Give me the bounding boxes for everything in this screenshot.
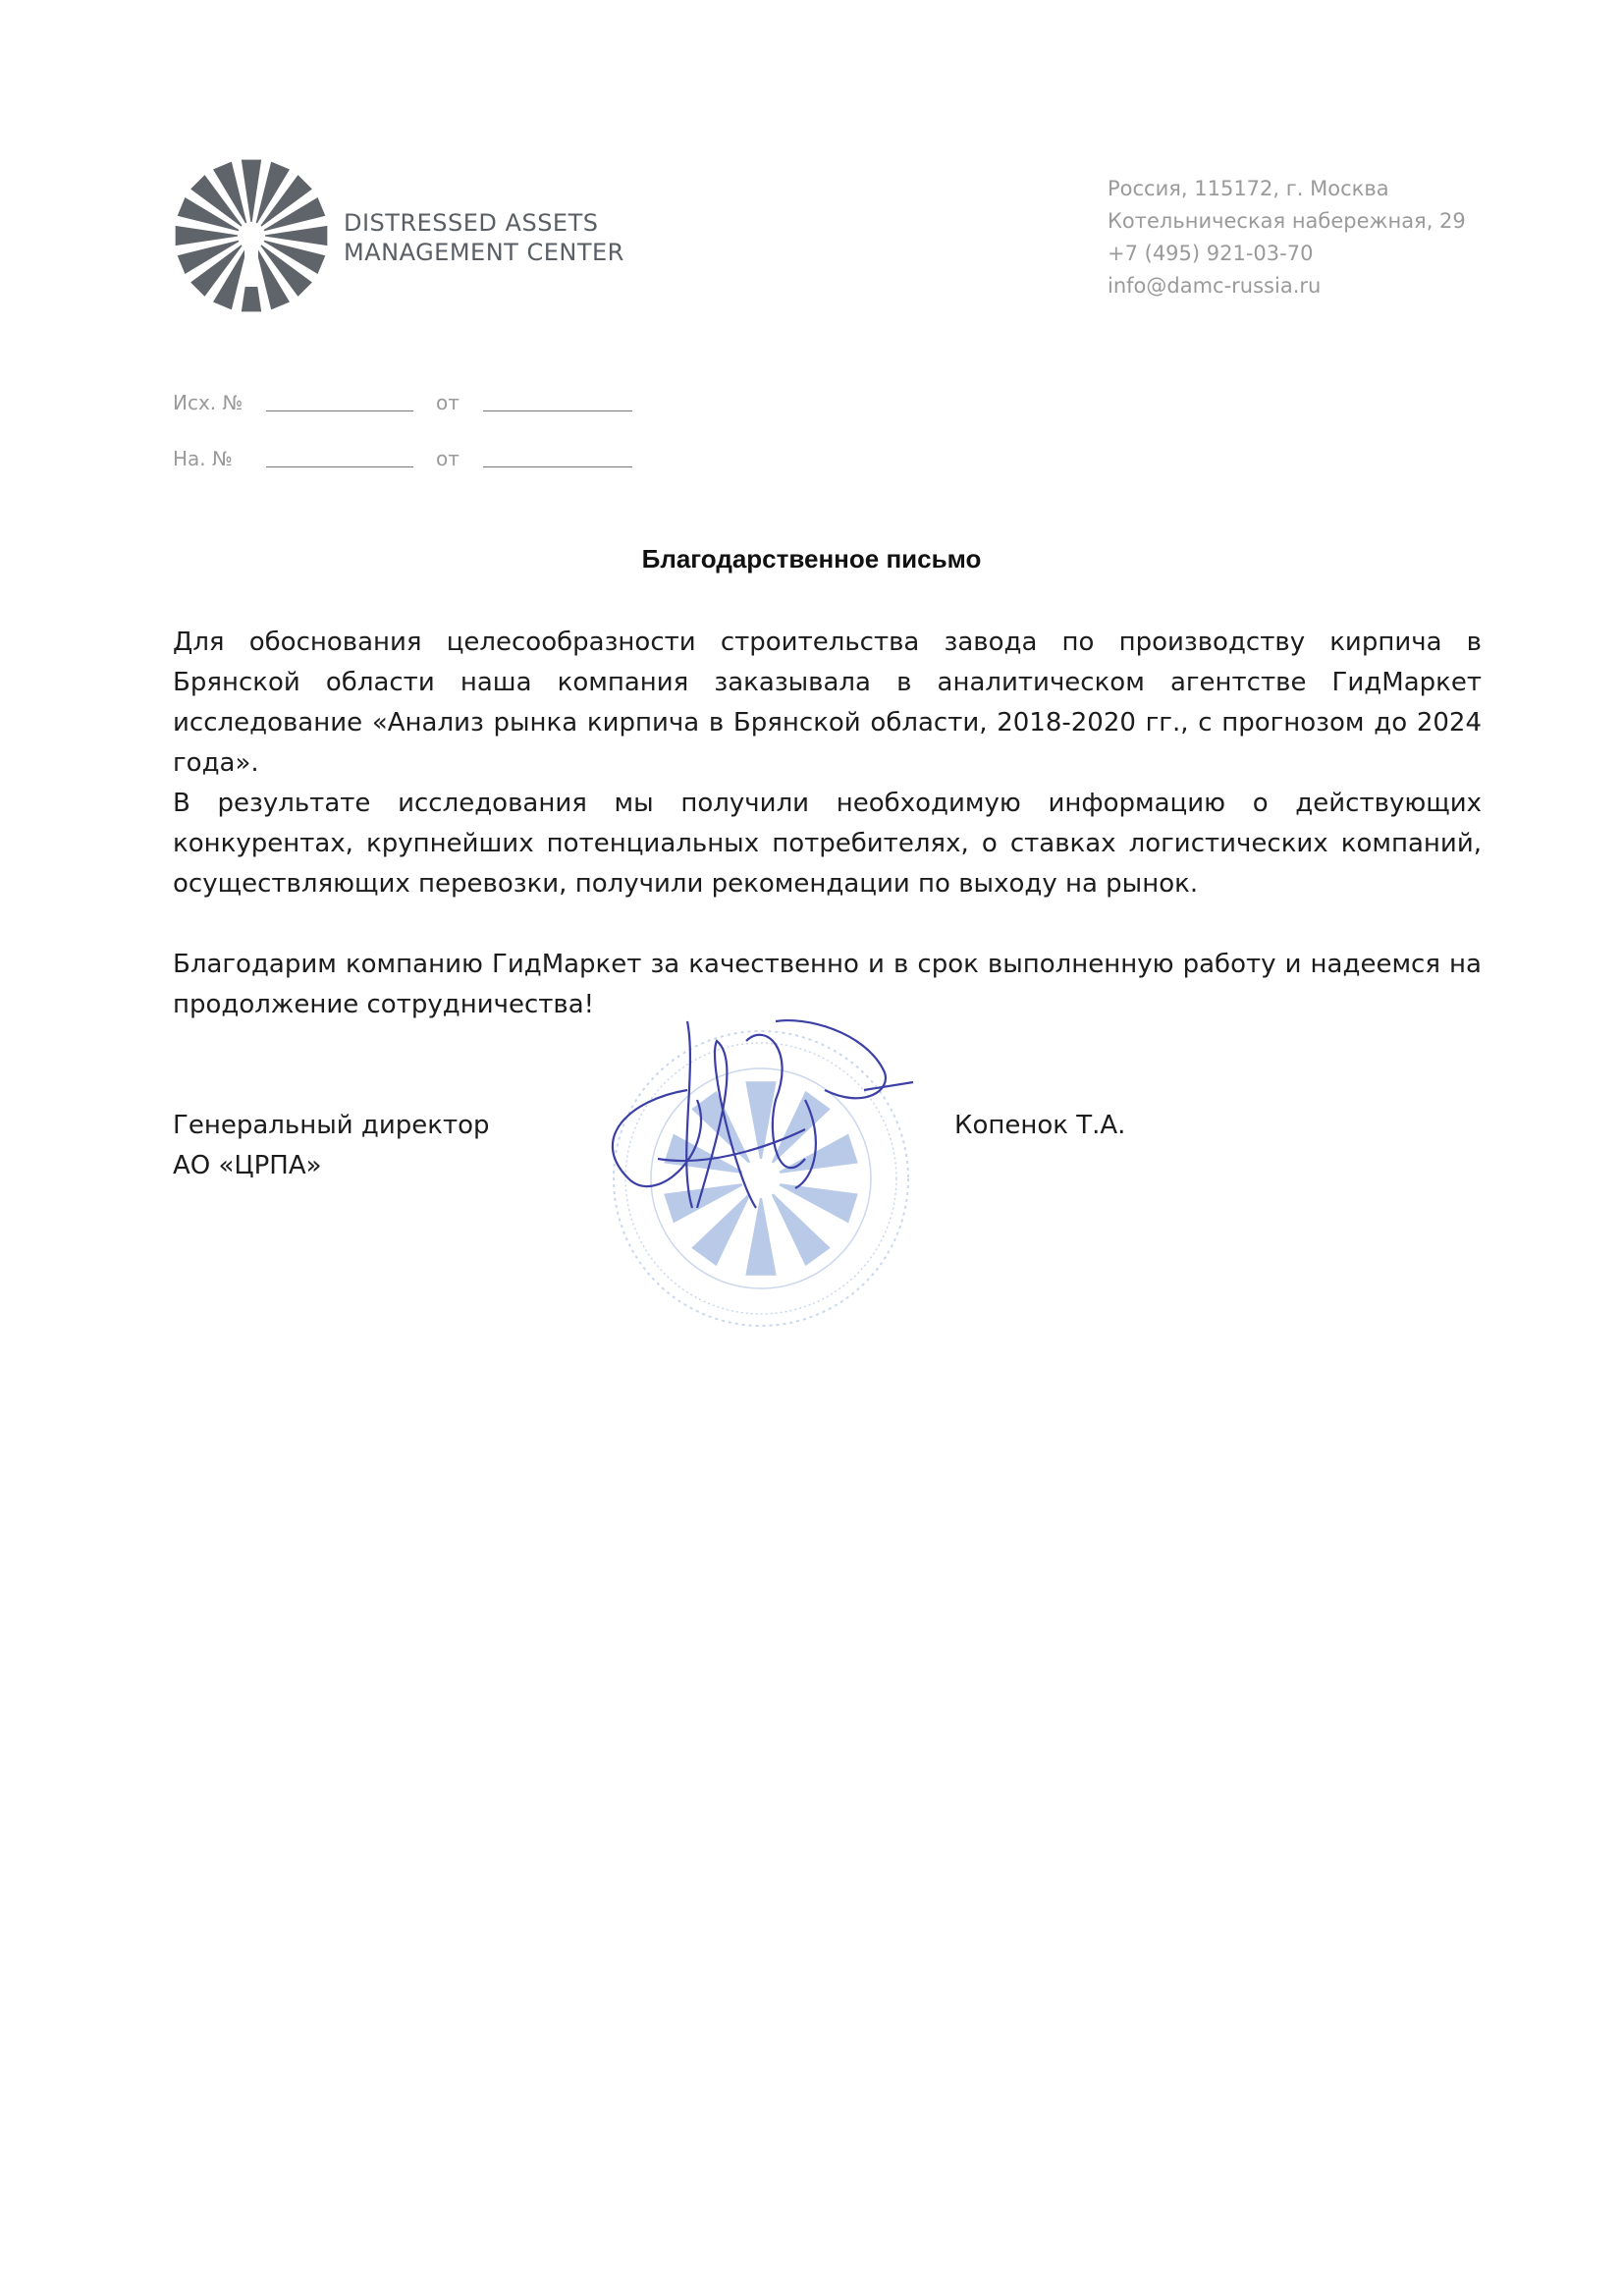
outgoing-number-label: Исх. № <box>173 391 243 414</box>
company-name-line2: MANAGEMENT CENTER <box>344 239 624 266</box>
contact-block <box>1108 173 1466 302</box>
company-name <box>344 208 624 267</box>
paragraph-2-text: В результате исследования мы получили необходимую информацию о действующих конкурентах, крупнейших потенциальных потребителях, о ставках логистических компаний, осуществляющих перевозки, получили рекомендации по выходу на рынок. <box>173 789 1482 899</box>
paragraph-3-text: Благодарим компанию ГидМаркет за качественно и в срок выполненную работу и надеемся на продолжение сотрудничества! <box>173 950 1482 1019</box>
outgoing-number-field <box>266 410 413 411</box>
incoming-date-label: от <box>436 447 460 470</box>
incoming-number-field <box>266 466 413 467</box>
contact-address: Россия, 115172, г. Москва <box>1108 177 1389 200</box>
signatory-name: Копенок Т.А. <box>954 1111 1126 1140</box>
signatory-company: АО «ЦРПА» <box>173 1151 322 1180</box>
company-name-line1: DISTRESSED ASSETS <box>344 209 599 237</box>
signatory-position: Генеральный директор <box>173 1111 490 1140</box>
paragraph-research-results <box>173 784 1482 904</box>
paragraph-research-order <box>173 623 1482 784</box>
incoming-date-field <box>483 466 632 467</box>
contact-email: info@damc-russia.ru <box>1108 274 1322 298</box>
incoming-number-label: На. № <box>173 447 233 470</box>
contact-phone: +7 (495) 921-03-70 <box>1108 242 1314 265</box>
signatory-title-block <box>173 1106 490 1186</box>
outgoing-date-field <box>483 410 632 411</box>
paragraph-1-text: Для обоснования целесообразности строительства завода по производству кирпича в Брянской области наша компания заказывала в аналитическом агентстве ГидМаркет исследование «Анализ рынка кирпича в Брянской области, 2018-2020 гг., с прогнозом до 2024 года». <box>173 628 1482 778</box>
company-stamp <box>569 982 962 1355</box>
contact-street: Котельническая набережная, 29 <box>1108 209 1466 233</box>
outgoing-date-label: от <box>436 391 460 414</box>
company-logo <box>173 157 330 314</box>
letter-title: Благодарственное письмо <box>641 544 982 574</box>
